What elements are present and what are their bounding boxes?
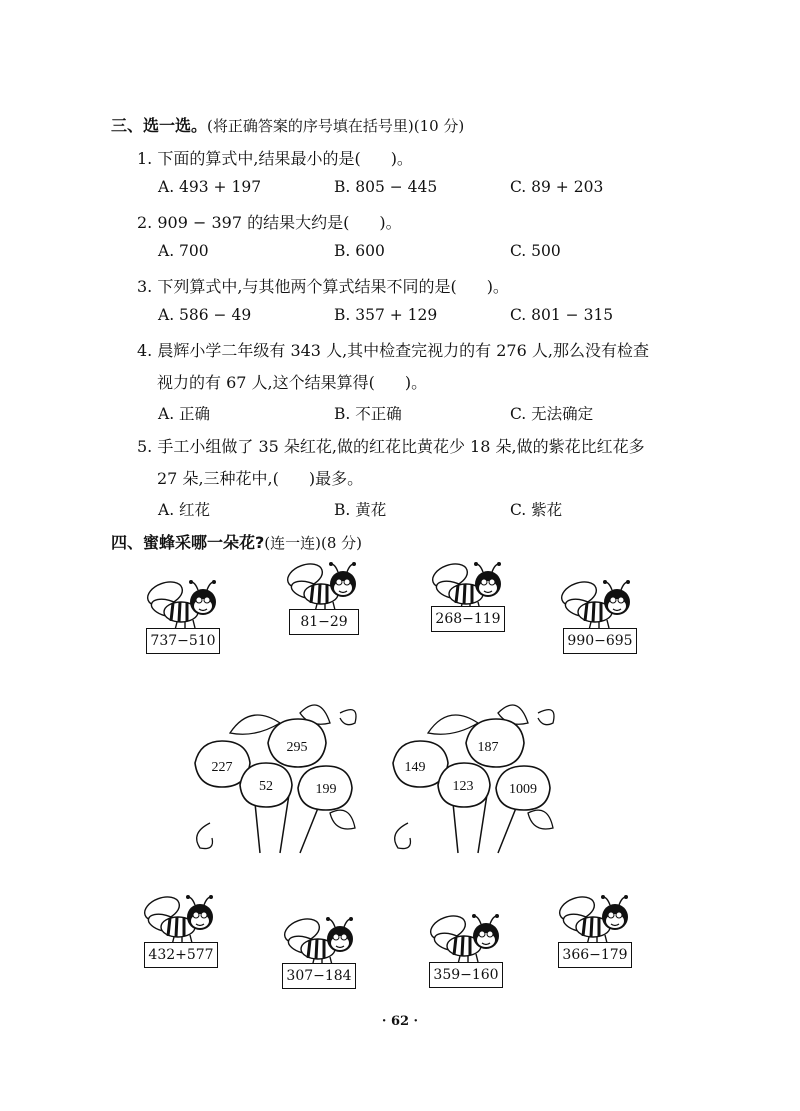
flower-number[interactable]: 295	[286, 740, 308, 755]
question-2-stem-end: )。	[379, 213, 402, 232]
question-1	[137, 146, 413, 169]
bee-expression-top-3[interactable]: 268−119	[431, 606, 505, 632]
q5-option-a: A. 红花	[158, 501, 211, 519]
bee-expression-bottom-1[interactable]: 432+577	[144, 942, 218, 968]
section4-heading	[111, 530, 362, 553]
flower-bouquet-right	[393, 705, 554, 853]
q1-option-a: A. 493 + 197	[158, 178, 262, 196]
q2-option-c: C. 500	[510, 242, 561, 260]
q4-option-b: B. 不正确	[334, 405, 402, 423]
q5-option-c: C. 紫花	[510, 501, 563, 519]
question-1-stem-end: )。	[390, 149, 413, 168]
section3-title: 三、选一选。	[111, 116, 208, 135]
section3-heading	[111, 113, 464, 136]
section4-title: 四、蜜蜂采哪一朵花?	[111, 533, 265, 552]
question-3-stem-end: )。	[486, 277, 509, 296]
question-4-stem: 视力的有 67 人,这个结果算得(	[157, 373, 375, 392]
question-5-stem: 27 朵,三种花中,(	[157, 469, 279, 488]
flower-number[interactable]: 187	[477, 740, 499, 755]
q3-option-a: A. 586 − 49	[158, 306, 252, 324]
flower-number[interactable]: 149	[404, 760, 426, 775]
question-3	[137, 274, 509, 297]
q3-option-b: B. 357 + 129	[334, 306, 438, 324]
bee-expression-top-1[interactable]: 737−510	[146, 628, 220, 654]
q1-option-b: B. 805 − 445	[334, 178, 438, 196]
bee-expression-bottom-3[interactable]: 359−160	[429, 962, 503, 988]
bee-expression-top-2[interactable]: 81−29	[289, 609, 359, 635]
bee-expression-top-4[interactable]: 990−695	[563, 628, 637, 654]
flower-bouquet-left	[195, 705, 356, 853]
flower-number[interactable]: 199	[315, 782, 337, 797]
question-1-stem: 1. 下面的算式中,结果最小的是(	[137, 149, 361, 168]
section4-note: (连一连)(8 分)	[264, 534, 363, 552]
q5-option-b: B. 黄花	[334, 501, 387, 519]
question-3-stem: 3. 下列算式中,与其他两个算式结果不同的是(	[137, 277, 457, 296]
flower-number[interactable]: 123	[452, 779, 474, 794]
flower-number[interactable]: 227	[211, 760, 233, 775]
flower-number[interactable]: 52	[259, 779, 273, 794]
question-2	[137, 210, 402, 233]
q2-option-a: A. 700	[158, 242, 209, 260]
q4-option-a: A. 正确	[158, 405, 211, 423]
flower-bouquets	[180, 693, 560, 858]
question-2-stem: 2. 909 − 397 的结果大约是(	[137, 213, 350, 232]
page-number: · 62 ·	[381, 1014, 419, 1029]
q2-option-b: B. 600	[334, 242, 385, 260]
question-5-line1: 5. 手工小组做了 35 朵红花,做的红花比黄花少 18 朵,做的紫花比红花多	[137, 437, 645, 456]
question-4-line2	[157, 370, 427, 393]
question-5-line2	[157, 466, 363, 489]
flower-number[interactable]: 1009	[509, 782, 537, 797]
q3-option-c: C. 801 − 315	[510, 306, 614, 324]
q4-option-c: C. 无法确定	[510, 405, 594, 423]
q1-option-c: C. 89 + 203	[510, 178, 604, 196]
question-4-line1: 4. 晨辉小学二年级有 343 人,其中检查完视力的有 276 人,那么没有检查	[137, 341, 649, 360]
question-5-stem-end: )最多。	[308, 469, 364, 488]
bee-expression-bottom-2[interactable]: 307−184	[282, 963, 356, 989]
question-4-stem-end: )。	[404, 373, 428, 392]
bee-expression-bottom-4[interactable]: 366−179	[558, 942, 632, 968]
section3-note: (将正确答案的序号填在括号里)(10 分)	[207, 117, 465, 135]
